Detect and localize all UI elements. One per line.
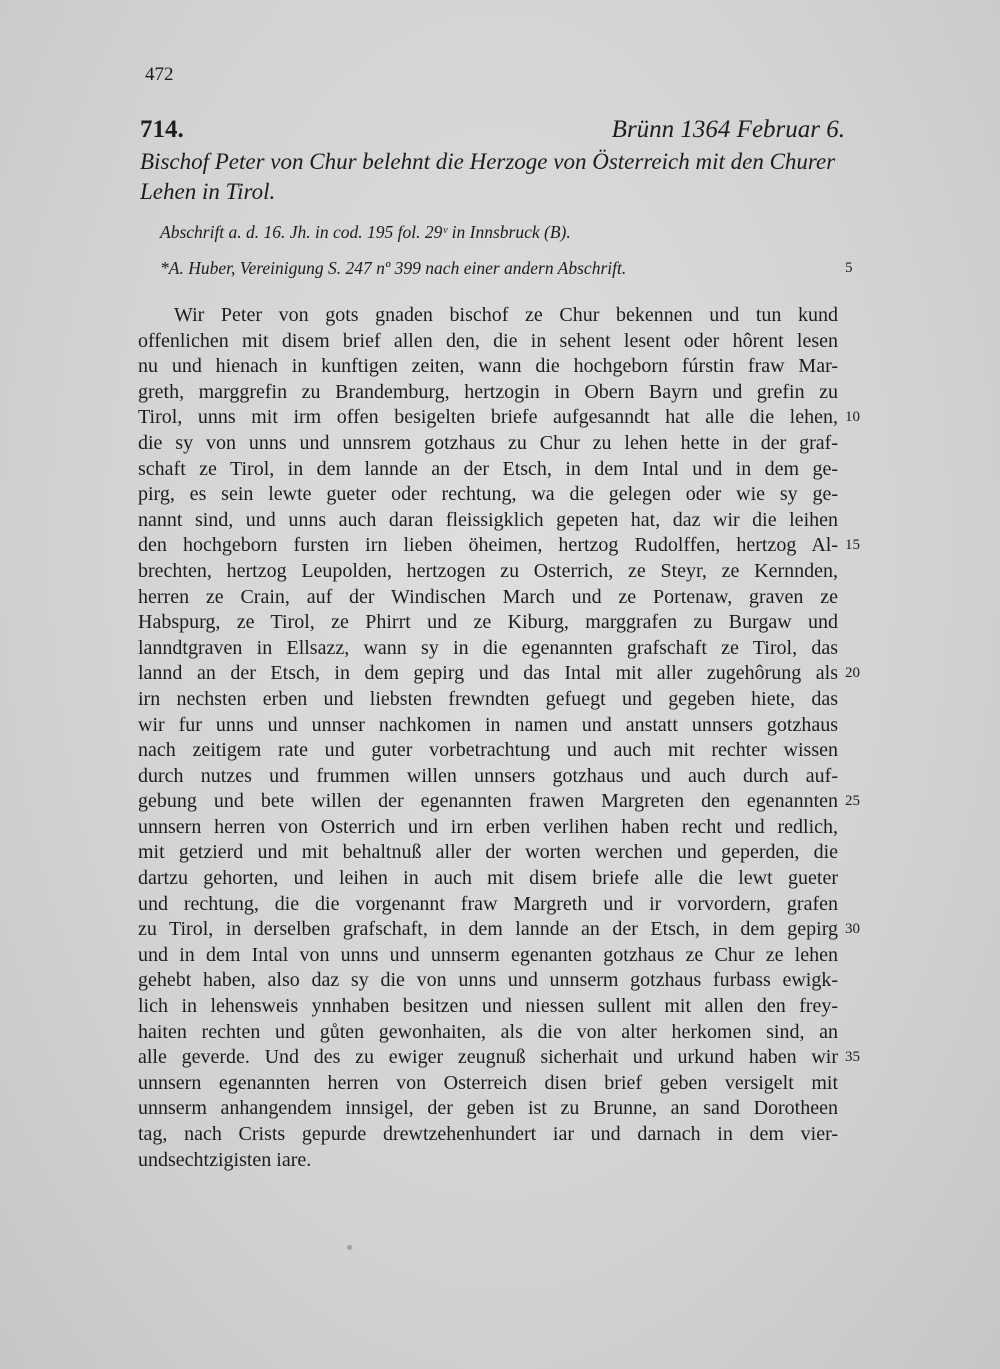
text-line: tag, nach Crists gepurde drewtzehenhundert iar und darnach in dem vier- — [138, 1123, 838, 1145]
text-line: schaft ze Tirol, in dem lannde an der Etsch, in dem Intal und in dem ge- — [138, 457, 838, 480]
document-number: 714. — [140, 116, 184, 143]
text-line: unnsern herren von Osterrich und irn erben verlihen haben recht und redlich, — [138, 815, 838, 838]
text-line: greth, marggrefin zu Brandemburg, hertzogin in Obern Bayrn und grefin zu — [138, 380, 838, 403]
charter-text — [138, 303, 838, 1173]
text-line: gebung und bete willen der egenannten frawen Margreten den egenannten — [138, 790, 838, 813]
text-line: pirg, es sein lewte gueter oder rechtung, wa die gelegen oder wie sy ge- — [138, 483, 838, 506]
place-and-date: Brünn 1364 Februar 6. — [611, 116, 845, 143]
text-line: brechten, hertzog Leupolden, hertzogen zu Osterrich, ze Steyr, ze Kernnden, — [138, 559, 838, 582]
text-line: wir fur unns und unnser nachkomen in namen und anstatt unnsers gotzhaus — [138, 713, 838, 736]
text-line: nannt sind, und unns auch daran fleissigklich gepeten hat, daz wir die leihen — [138, 508, 838, 531]
margin-line-number: 5 — [845, 260, 853, 276]
text-line: offenlichen mit disem brief allen den, die in sehent lesent oder hôrent lesen — [138, 329, 838, 352]
text-line: zu Tirol, in derselben grafschaft, in dem lannde an der Etsch, in dem gepirg — [138, 918, 838, 941]
margin-line-number: 10 — [845, 409, 860, 425]
source-note-edition: *A. Huber, Vereinigung S. 247 nº 399 nach einer andern Abschrift. — [160, 258, 627, 278]
page-number: 472 — [145, 64, 174, 85]
text-line: und rechtung, die die vorgenannt fraw Margreth und ir vorvordern, grafen — [138, 892, 838, 915]
margin-line-number: 15 — [845, 537, 860, 553]
margin-line-number: 20 — [845, 665, 860, 681]
text-line: durch nutzes und frummen willen unnsers gotzhaus und auch durch auf- — [138, 764, 838, 787]
text-line: dartzu gehorten, und leihen in auch mit disem briefe alle die lewt gueter — [138, 867, 838, 890]
text-line: unnserm anhangendem innsigel, der geben ist zu Brunne, an sand Dorotheen — [138, 1097, 838, 1120]
text-line: lanndtgraven in Ellsazz, wann sy in die egenannten grafschaft ze Tirol, das — [138, 636, 838, 659]
text-line: nu und hienach in kunftigen zeiten, wann die hochgeborn fúrstin fraw Mar- — [138, 355, 838, 378]
text-line: und in dem Intal von unns und unnserm egenanten gotzhaus ze Chur ze lehen — [138, 943, 838, 966]
text-line: nach zeitigem rate und guter vorbetrachtung und auch mit rechter wissen — [138, 739, 838, 762]
regest-summary: Bischof Peter von Chur belehnt die Herzoge von Österreich mit den Churer Lehen in Tirol. — [140, 149, 836, 204]
text-line: Wir Peter von gots gnaden bischof ze Chur bekennen und tun kund — [174, 304, 838, 326]
text-line: haiten rechten und gůten gewonhaiten, als die von alter herkomen sind, an — [138, 1020, 838, 1043]
margin-line-number: 25 — [845, 793, 860, 809]
text-line: die sy von unns und unnsrem gotzhaus zu Chur zu lehen hette in der graf- — [138, 431, 838, 454]
text-line: undsechtzigisten iare. — [138, 1148, 312, 1171]
text-line: lannd an der Etsch, in dem gepirg und das Intal mit aller zugehôrung als — [138, 662, 838, 685]
text-line: irn nechsten erben und liebsten frewndten gefuegt und gegeben hiete, das — [138, 687, 838, 710]
ink-spot — [347, 1245, 352, 1250]
text-line: lich in lehensweis ynnhaben besitzen und niessen sullent mit allen den frey- — [138, 995, 838, 1018]
text-line: unnsern egenannten herren von Osterreich disen brief geben versigelt mit — [138, 1071, 838, 1094]
margin-line-number: 30 — [845, 921, 860, 937]
text-line: Habspurg, ze Tirol, ze Phirrt und ze Kiburg, marggrafen zu Burgaw und — [138, 611, 838, 634]
text-line: Tirol, unns mit irm offen besigelten briefe aufgesanndt hat alle die lehen, — [138, 406, 838, 429]
margin-line-number: 35 — [845, 1049, 860, 1065]
text-line: den hochgeborn fursten irn lieben öheimen, hertzog Rudolffen, hertzog Al- — [138, 534, 838, 557]
text-line: mit getzierd und mit behaltnuß aller der worten werchen und geperden, die — [138, 841, 838, 864]
text-line: gehebt haben, also daz sy die von unns und unnserm gotzhaus furbass ewigk- — [138, 969, 838, 992]
text-line: herren ze Crain, auf der Windischen March und ze Portenaw, graven ze — [138, 585, 838, 608]
source-note-manuscript: Abschrift a. d. 16. Jh. in cod. 195 fol. 29ᵛ in Innsbruck (B). — [160, 222, 571, 242]
text-line: alle geverde. Und des zu ewiger zeugnuß sicherhait und urkund haben wir — [138, 1046, 838, 1069]
